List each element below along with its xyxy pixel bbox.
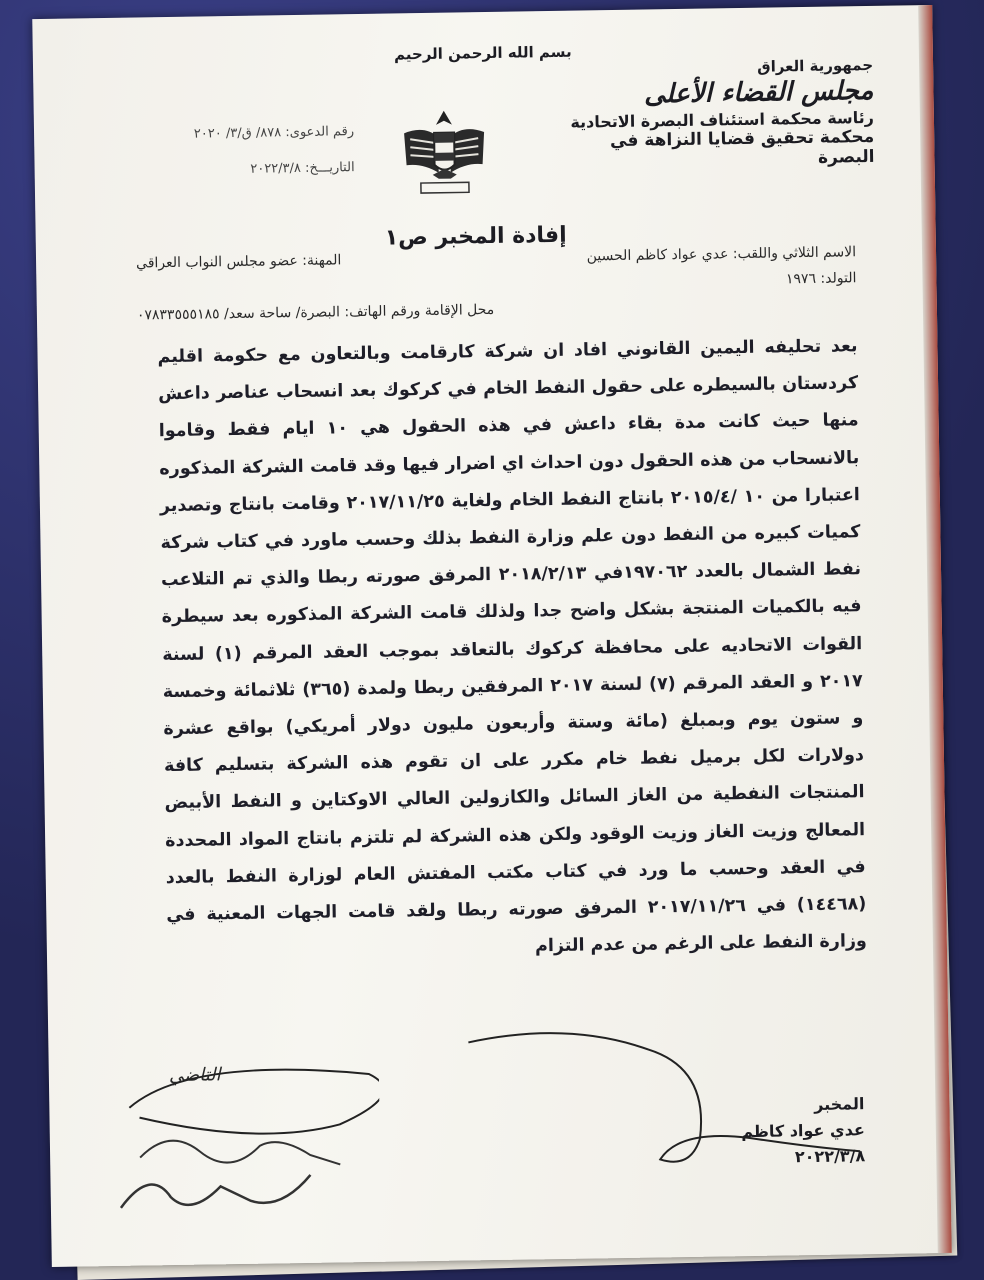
- name-field: الاسم الثلاثي واللقب: عدي عواد كاظم الحسين: [586, 244, 857, 265]
- informant-date: ٢٠٢٢/٣/٨: [794, 1146, 866, 1167]
- informant-label: المخبر: [814, 1094, 865, 1114]
- document-date: التاريـــخ: ٢٠٢٢/٣/٨: [250, 160, 355, 177]
- case-number: رقم الدعوى: ٨٧٨/ ق/٣/ ٢٠٢٠: [193, 124, 355, 142]
- basmala: بسم الله الرحمن الرحيم: [393, 42, 572, 64]
- court-header: [553, 56, 875, 172]
- investigator-label: التاضي: [168, 1064, 221, 1087]
- case-info: [134, 114, 355, 189]
- residence-field: محل الإقامة ورقم الهاتف: البصرة/ ساحة سعد/ ٠٧٨٣٣٥٥٥١٨٥: [136, 301, 495, 324]
- council-name: مجلس القضاء الأعلى: [643, 75, 874, 110]
- document-page: [32, 5, 951, 1267]
- informant-fields: [136, 244, 857, 333]
- informant-name: عدي عواد كاظم: [741, 1120, 865, 1142]
- testimony-paragraph: بعد تحليفه اليمين القانوني افاد ان شركة كارقامت وبالتعاون مع حكومة اقليم كردستان بالسيطره على حقول النفط الخام في كركوك بعد انسحاب عناصر داعش منها حيث كانت مدة بقاء داعش في هذه الحقول هي ١٠ ايام فقط وقاموا بالانسحاب من هذه الحقول دون احداث اي اضرار فيها وقد قامت الشركة المذكوره اعتبارا من ١٠ /٢٠١٥/٤ بانتاج النفط الخام ولغاية ٢٠١٧/١١/٢٥ وقامت بانتاج وتصدير كميات كبيره من النفط دون علم وزارة النفط بذلك وحسب ماورد في كتاب شركة نفط الشمال بالعدد ١٩٧٠٦٢في ٢٠١٨/٢/١٣ المرفق صورته ربطا والذي تم التلاعب فيه بالكميات المنتجة بشكل واضح جدا ولذلك قامت الشركة المذكوره بعد سيطرة القوات الاتحاديه على محافظة كركوك بالتعاقد بموجب العقد المرقم (١) لسنة ٢٠١٧ و العقد المرقم (٧) لسنة ٢٠١٧ المرفقين ربطا ولمدة (٣٦٥) ثلاثمائة وخمسة و ستون يوم وبمبلغ (مائة وستة وأربعون مليون دولار أمريكي) بواقع عشرة دولارات لكل برميل نفط خام مكرر على ان تقوم هذه الشركة بتسليم كافة المنتجات النفطية من الغاز السائل والكازولين العالي الاوكتاين و النفط الأبيض المعالج وزيت الغاز وزيت الوقود ولكن هذه الشركة لم تلتزم بانتاج المواد المحددة في العقد وحسب ما ورد في كتاب مكتب المفتش العام لوزارة النفط بالعدد (١٤٤٦٨) في ٢٠١٧/١١/٢٦ المرفق صورته ربطا ولقد قامت الجهات المعنية في وزارة النفط على الرغم من عدم التزام: [157, 336, 868, 957]
- informant-signature-icon: [448, 1016, 870, 1173]
- profession-field: المهنة: عضو مجلس النواب العراقي: [135, 252, 342, 272]
- testimony-body: [157, 328, 867, 971]
- document-title: إفادة المخبر ص١: [384, 222, 567, 251]
- court-name: محكمة تحقيق قضايا النزاهة في البصرة: [609, 126, 875, 168]
- investigator-signature-icon: [109, 1064, 381, 1218]
- presidency-name: رئاسة محكمة استئناف البصرة الاتحادية: [570, 107, 875, 132]
- country-name: جمهورية العراق: [757, 55, 874, 76]
- birth-field: التولد: ١٩٧٦: [785, 270, 857, 288]
- iraq-emblem-icon: [394, 102, 496, 204]
